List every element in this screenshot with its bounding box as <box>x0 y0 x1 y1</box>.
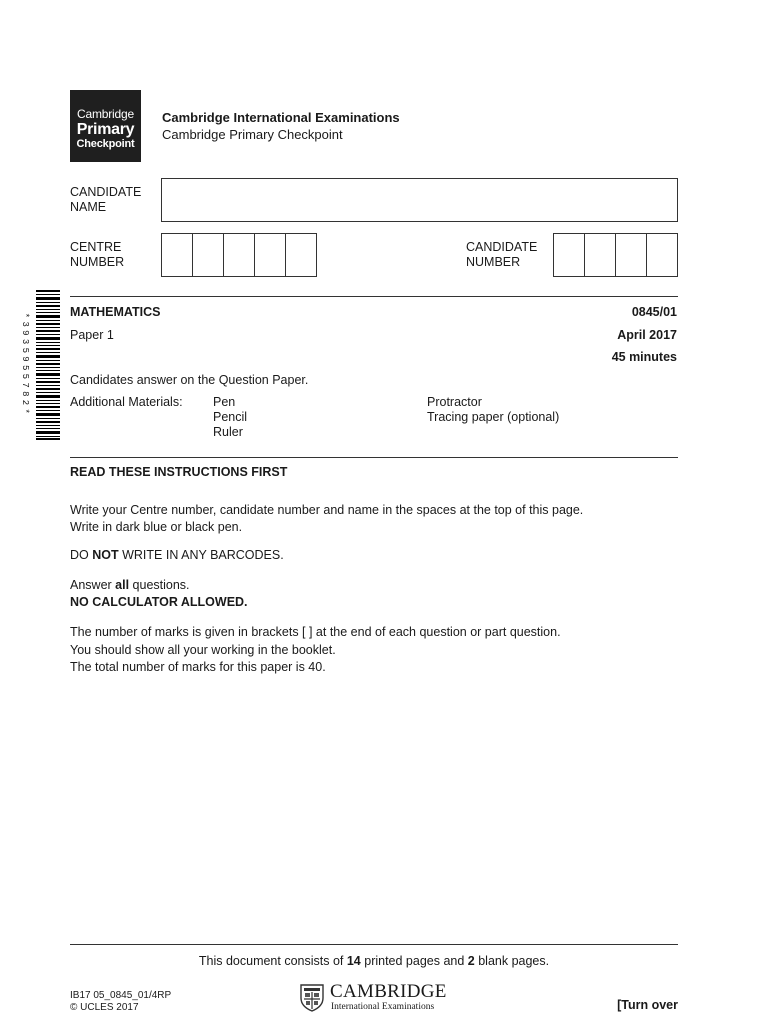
material-item: Pencil <box>213 410 248 424</box>
material-item: Tracing paper (optional) <box>427 410 560 424</box>
answer-note: Candidates answer on the Question Paper. <box>70 373 309 387</box>
centre-number-cell[interactable] <box>162 234 193 276</box>
instructions-paragraph-1 <box>70 502 583 536</box>
no-calculator-notice: NO CALCULATOR ALLOWED. <box>70 595 248 609</box>
instructions-paragraph-3: Answer all questions. NO CALCULATOR ALLOWED. <box>70 578 248 609</box>
candidate-number-label-line-1: CANDIDATE <box>466 240 538 254</box>
material-item: Ruler <box>213 425 243 439</box>
instructions-heading: READ THESE INSTRUCTIONS FIRST <box>70 465 288 479</box>
instruction-line: Write in dark blue or black pen. <box>70 520 243 534</box>
instructions-paragraph-4 <box>70 624 561 677</box>
blank-pages-count: 2 <box>467 954 475 968</box>
candidate-name-label-line-1: CANDIDATE <box>70 185 142 199</box>
cambridge-subtitle: International Examinations <box>331 1002 435 1012</box>
centre-number-cell[interactable] <box>255 234 286 276</box>
materials-list-1 <box>213 395 247 440</box>
cambridge-wordmark: CAMBRIDGE <box>330 981 447 1002</box>
candidate-number-boxes[interactable] <box>553 233 678 277</box>
candidate-name-box[interactable] <box>161 178 678 222</box>
turn-over-note: [Turn over <box>617 998 678 1012</box>
cambridge-crest-icon <box>300 984 324 1012</box>
candidate-name-label <box>70 185 141 215</box>
emphasis-all: all <box>115 578 130 592</box>
candidate-name-label-line-2: NAME <box>70 200 107 214</box>
material-item: Protractor <box>427 395 482 409</box>
divider-footer <box>70 944 678 945</box>
materials-list-2 <box>427 395 559 425</box>
divider-top <box>70 296 678 297</box>
instruction-line: You should show all your working in the booklet. <box>70 642 336 657</box>
candidate-number-label <box>466 240 537 270</box>
copyright: © UCLES 2017 <box>70 1002 139 1013</box>
instructions-paragraph-2: DO NOT WRITE IN ANY BARCODES. <box>70 548 284 562</box>
centre-number-label-line-2: NUMBER <box>70 255 125 269</box>
barcode-number: *3935955782* <box>20 312 30 418</box>
programme-name: Cambridge Primary Checkpoint <box>162 127 343 142</box>
printed-pages-count: 14 <box>346 954 361 968</box>
instruction-line: The number of marks is given in brackets [ ] at the end of each question or part question. <box>70 625 561 639</box>
barcode-icon <box>36 290 60 440</box>
exam-duration: 45 minutes <box>611 350 677 364</box>
logo-line-1: Cambridge <box>77 107 134 121</box>
paper-code: 0845/01 <box>631 305 677 319</box>
material-item: Pen <box>213 395 236 409</box>
centre-number-cell[interactable] <box>286 234 317 276</box>
barcode-digits <box>18 290 32 440</box>
candidate-number-cell[interactable] <box>647 234 678 276</box>
paper-number: Paper 1 <box>70 328 114 342</box>
emphasis-not: NOT <box>92 548 119 562</box>
centre-number-cell[interactable] <box>224 234 255 276</box>
centre-number-cell[interactable] <box>193 234 224 276</box>
candidate-number-cell[interactable] <box>585 234 616 276</box>
logo-line-2: Primary <box>76 121 135 138</box>
candidate-number-cell[interactable] <box>554 234 585 276</box>
footer-reference <box>70 990 171 1014</box>
candidate-number-cell[interactable] <box>616 234 647 276</box>
cambridge-primary-checkpoint-logo <box>70 90 141 162</box>
page-count-note: This document consists of 14 printed pages and 2 blank pages. <box>198 954 550 968</box>
logo-line-3: Checkpoint <box>76 138 135 150</box>
centre-number-label <box>70 240 124 270</box>
centre-number-boxes[interactable] <box>161 233 317 277</box>
candidate-number-label-line-2: NUMBER <box>466 255 521 269</box>
subject: MATHEMATICS <box>70 305 161 319</box>
exam-date: April 2017 <box>617 328 677 342</box>
document-reference: IB17 05_0845_01/4RP <box>70 990 172 1001</box>
instruction-line: The total number of marks for this paper is 40. <box>70 660 326 674</box>
divider-middle <box>70 457 678 458</box>
instruction-line: Write your Centre number, candidate number and name in the spaces at the top of this page. <box>70 503 584 517</box>
centre-number-label-line-1: CENTRE <box>70 240 122 254</box>
materials-label: Additional Materials: <box>70 395 183 409</box>
org-name: Cambridge International Examinations <box>162 110 400 125</box>
